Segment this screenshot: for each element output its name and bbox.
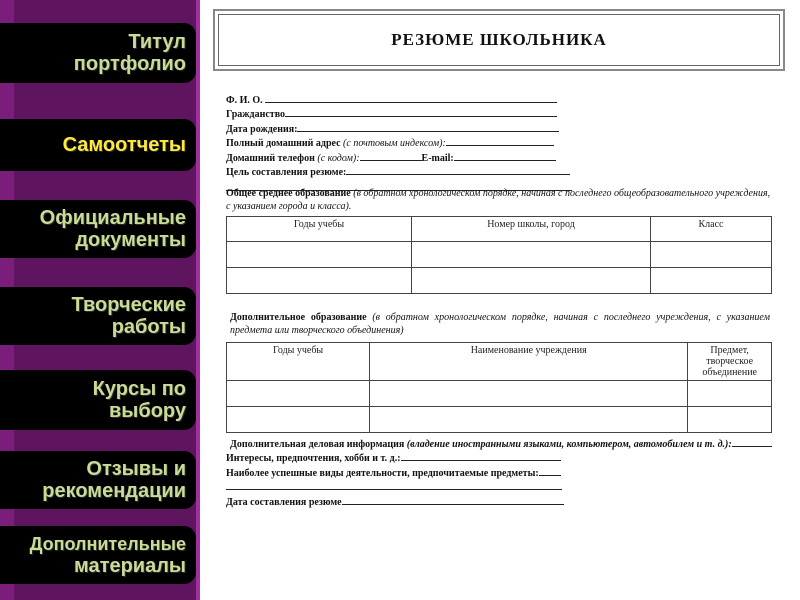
nav-label-line1: Отзывы и [86,458,186,480]
field-interests[interactable] [226,451,774,465]
table-cell[interactable] [412,268,651,294]
general-education-heading [226,187,774,213]
field-label: Домашний телефон [226,152,318,164]
nav-label-line2: выбору [108,400,186,422]
table-cell[interactable] [227,268,412,294]
nav-elective-courses[interactable] [0,370,196,430]
table-row [227,268,772,294]
nav-additional-materials[interactable] [0,526,196,584]
field-label: Полный домашний адрес [226,138,344,150]
section-heading: Дополнительное образование [230,312,367,323]
field-label: Интересы, предпочтения, хобби и т. д.: [226,453,401,465]
table-header-cell: Годы учебы [227,343,370,381]
personal-fields [226,93,786,196]
nav-label-line2: работы [111,316,186,338]
field-home-address[interactable] [226,136,786,150]
field-resume-purpose[interactable] [226,165,786,179]
field-label: Дата составления резюме [226,496,342,508]
table-cell[interactable] [227,407,370,433]
table-cell[interactable] [370,407,688,433]
sidebar-divider [196,0,200,600]
field-label: Цель составления резюме: [226,167,347,179]
section-note: (владение иностранными языками, компьютером, автомобилем и т. д.): [406,439,732,450]
table-header-cell: Номер школы, город [412,217,651,242]
nav-label-line2: материалы [74,555,186,577]
field-note: (с почтовым индексом): [343,138,446,150]
table-header-cell: Наименование учреждения [370,343,688,381]
section-note: (в обратном хронологическом порядке, начиная с последнего общеобразовательного учреждения, с указанием города и класса). [226,188,771,212]
table-header-row [227,217,772,242]
table-row [227,381,772,407]
nav-title-portfolio[interactable] [0,23,196,83]
table-cell[interactable] [227,242,412,268]
table-row [227,407,772,433]
nav-self-reports[interactable] [0,119,196,171]
field-note: (с кодом): [317,152,360,164]
nav-label-line2: рекомендации [42,480,186,502]
field-label: Гражданство [226,109,286,121]
table-header-cell: Годы учебы [227,217,412,242]
field-email-label: E-mail: [421,152,454,164]
nav-official-documents[interactable] [0,200,196,258]
nav-label-line1: Титул [128,31,186,53]
field-blank-line[interactable] [226,480,774,494]
additional-education-heading [230,311,770,337]
section-heading: Общее среднее образование [226,188,351,199]
document-title: РЕЗЮМЕ ШКОЛЬНИКА [218,14,780,66]
field-home-phone[interactable] [226,151,786,165]
table-cell[interactable] [688,407,772,433]
field-full-name[interactable] [226,93,786,107]
nav-reviews-recommendations[interactable] [0,451,196,509]
table-cell[interactable] [227,381,370,407]
table-cell[interactable] [370,381,688,407]
field-citizenship[interactable] [226,107,786,121]
table-row [227,242,772,268]
field-label: Ф. И. О. [226,95,266,106]
nav-creative-works[interactable] [0,287,196,345]
field-label: Дата рождения: [226,123,298,135]
field-resume-date[interactable] [226,495,774,509]
nav-label-line1: Творческие [71,294,186,316]
nav-label-line1: Курсы по [92,378,186,400]
field-business-info[interactable] [226,437,774,451]
nav-label-line1: Дополнительные [29,534,186,554]
field-birth-date[interactable] [226,122,786,136]
additional-info-block [226,437,774,509]
portfolio-sidebar [0,0,200,600]
nav-label-line2: портфолио [73,53,186,75]
table-cell[interactable] [651,268,772,294]
section-heading: Дополнительная деловая информация [230,439,407,450]
table-cell[interactable] [688,381,772,407]
resume-document [210,0,800,600]
nav-label-line1: Официальные [39,207,186,229]
section-note: (в обратном хронологическом порядке, начиная с последнего учреждения, с указанием предмета или творческого объединения) [230,312,770,336]
additional-education-table [226,342,772,433]
nav-label-line1: Самоотчеты [62,134,186,156]
general-education-table [226,216,772,294]
field-successful-activities[interactable] [226,466,774,480]
table-cell[interactable] [412,242,651,268]
table-cell[interactable] [651,242,772,268]
nav-label-line2: документы [75,229,186,251]
field-label: Наиболее успешные виды деятельности, предпочитаемые предметы: [226,467,539,479]
table-header-row [227,343,772,381]
table-header-cell: Класс [651,217,772,242]
table-header-cell: Предмет, творческое объединение [688,343,772,381]
